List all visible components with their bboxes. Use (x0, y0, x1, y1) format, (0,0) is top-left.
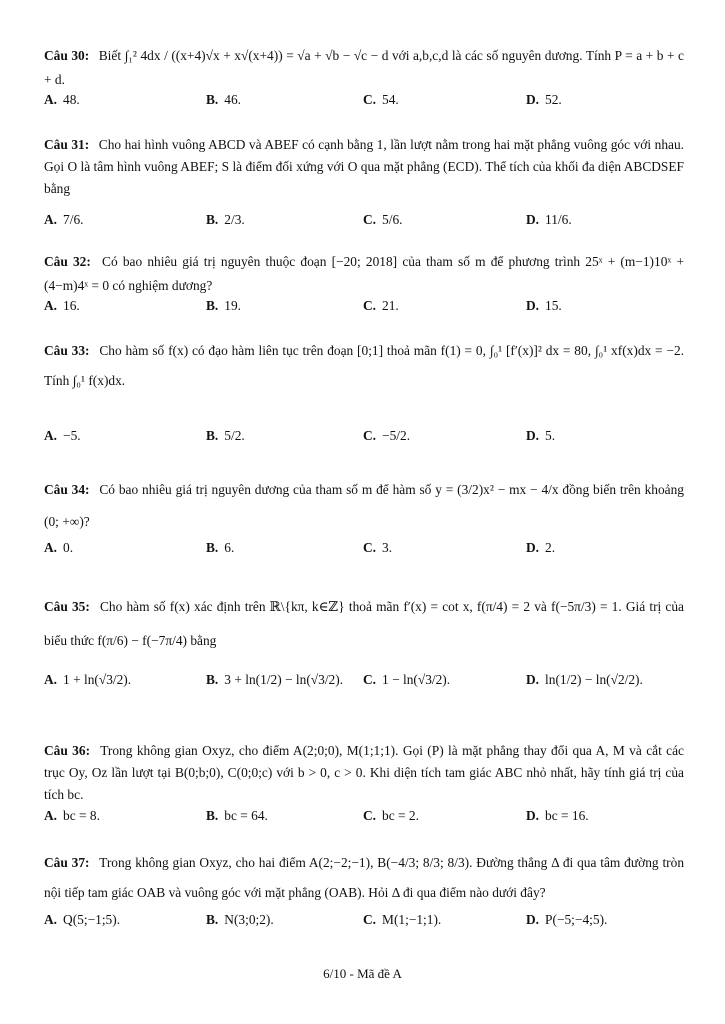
question-text: Cho hai hình vuông ABCD và ABEF có cạnh bằng 1, lần lượt nằm trong hai mặt phẳng vuông góc với nhau. Gọi O là tâm hình vuông ABEF; S là điểm đối xứng với O qua mặt phẳng (ECD). Thể tích của khối đa diện ABCDSEF bằng (44, 137, 684, 196)
option-b[interactable]: B. 2/3. (206, 212, 245, 227)
question-label: Câu 34: (44, 482, 90, 497)
option-a[interactable]: A. 1 + ln(√3/2). (44, 672, 132, 687)
question-31 (44, 134, 684, 232)
question-35 (44, 590, 684, 692)
option-a[interactable]: A. 16. (44, 298, 80, 313)
options-row (44, 540, 684, 560)
option-c[interactable]: C. M(1;−1;1). (363, 912, 442, 927)
option-b[interactable]: B. 3 + ln(1/2) − ln(√3/2). (206, 672, 344, 687)
question-text: Có bao nhiêu giá trị nguyên thuộc đoạn [−20; 2018] của tham số m để phương trình 25ˣ + (m−1)10ˣ + (4−m)4ˣ = 0 có nghiệm dương? (44, 254, 684, 293)
option-a[interactable]: A. 48. (44, 92, 80, 107)
question-30 (44, 44, 684, 112)
question-label: Câu 30: (44, 48, 90, 63)
question-text: Cho hàm số f(x) có đạo hàm liên tục trên đoạn [0;1] thoả mãn f(1) = 0, ∫₀¹ [f′(x)]² dx = 80, ∫₀¹ xf(x)dx = −2. Tính ∫₀¹ f(x)dx. (44, 343, 684, 388)
option-c[interactable]: C. 1 − ln(√3/2). (363, 672, 451, 687)
question-label: Câu 33: (44, 343, 90, 358)
option-a[interactable]: A. −5. (44, 428, 81, 443)
question-text: Có bao nhiêu giá trị nguyên dương của tham số m để hàm số y = (3/2)x² − mx − 4/x đồng biến trên khoảng (0; +∞)? (44, 482, 684, 529)
question-33 (44, 336, 684, 448)
option-b[interactable]: B. bc = 64. (206, 808, 268, 823)
question-36 (44, 740, 684, 828)
question-label: Câu 31: (44, 137, 90, 152)
options-row (44, 92, 684, 112)
option-c[interactable]: C. 21. (363, 298, 399, 313)
options-row (44, 808, 684, 828)
page-footer: 6/10 - Mã đề A (323, 966, 402, 981)
options-row (44, 298, 684, 318)
question-label: Câu 36: (44, 743, 91, 758)
option-c[interactable]: C. 5/6. (363, 212, 403, 227)
option-a[interactable]: A. Q(5;−1;5). (44, 912, 121, 927)
option-a[interactable]: A. bc = 8. (44, 808, 100, 823)
option-d[interactable]: D. 5. (526, 428, 556, 443)
question-text: Cho hàm số f(x) xác định trên ℝ\{kπ, k∈ℤ} thoả mãn f′(x) = cot x, f(π/4) = 2 và f(−5π/3) = 1. Giá trị của biểu thức f(π/6) − f(−7π/4) bằng (44, 599, 684, 648)
question-32 (44, 250, 684, 318)
question-label: Câu 37: (44, 855, 90, 870)
option-d[interactable]: D. ln(1/2) − ln(√2/2). (526, 672, 643, 687)
option-b[interactable]: B. 6. (206, 540, 235, 555)
question-37 (44, 848, 684, 932)
question-text: Biết ∫₁² 4dx / ((x+4)√x + x√(x+4)) = √a + √b − √c − d với a,b,c,d là các số nguyên dương. Tính P = a + b + c + d. (44, 48, 684, 87)
option-d[interactable]: D. bc = 16. (526, 808, 589, 823)
option-c[interactable]: C. 3. (363, 540, 393, 555)
option-d[interactable]: D. 11/6. (526, 212, 572, 227)
option-b[interactable]: B. 5/2. (206, 428, 245, 443)
option-b[interactable]: B. N(3;0;2). (206, 912, 274, 927)
option-a[interactable]: A. 0. (44, 540, 74, 555)
option-d[interactable]: D. 15. (526, 298, 562, 313)
option-b[interactable]: B. 19. (206, 298, 242, 313)
options-row (44, 912, 684, 932)
option-c[interactable]: C. bc = 2. (363, 808, 419, 823)
question-label: Câu 32: (44, 254, 91, 269)
option-d[interactable]: D. 2. (526, 540, 556, 555)
question-34 (44, 474, 684, 560)
question-text: Trong không gian Oxyz, cho hai điểm A(2;−2;−1), B(−4/3; 8/3; 8/3). Đường thẳng Δ đi qua tâm đường tròn nội tiếp tam giác OAB và vuông góc với mặt phẳng (OAB). Hỏi Δ đi qua điểm nào dưới đây? (44, 855, 685, 900)
options-row (44, 428, 684, 448)
option-d[interactable]: D. 52. (526, 92, 562, 107)
option-a[interactable]: A. 7/6. (44, 212, 84, 227)
option-d[interactable]: D. P(−5;−4;5). (526, 912, 608, 927)
option-c[interactable]: C. 54. (363, 92, 399, 107)
option-b[interactable]: B. 46. (206, 92, 242, 107)
options-row (44, 672, 684, 692)
question-text: Trong không gian Oxyz, cho điểm A(2;0;0), M(1;1;1). Gọi (P) là mặt phẳng thay đổi qua A, M và cắt các trục Oy, Oz lần lượt tại B(0;b;0), C(0;0;c) với b > 0, c > 0. Khi diện tích tam giác ABC nhỏ nhất, hãy tính giá trị của tích bc. (44, 743, 684, 802)
option-c[interactable]: C. −5/2. (363, 428, 411, 443)
options-row (44, 212, 684, 232)
question-label: Câu 35: (44, 599, 90, 614)
